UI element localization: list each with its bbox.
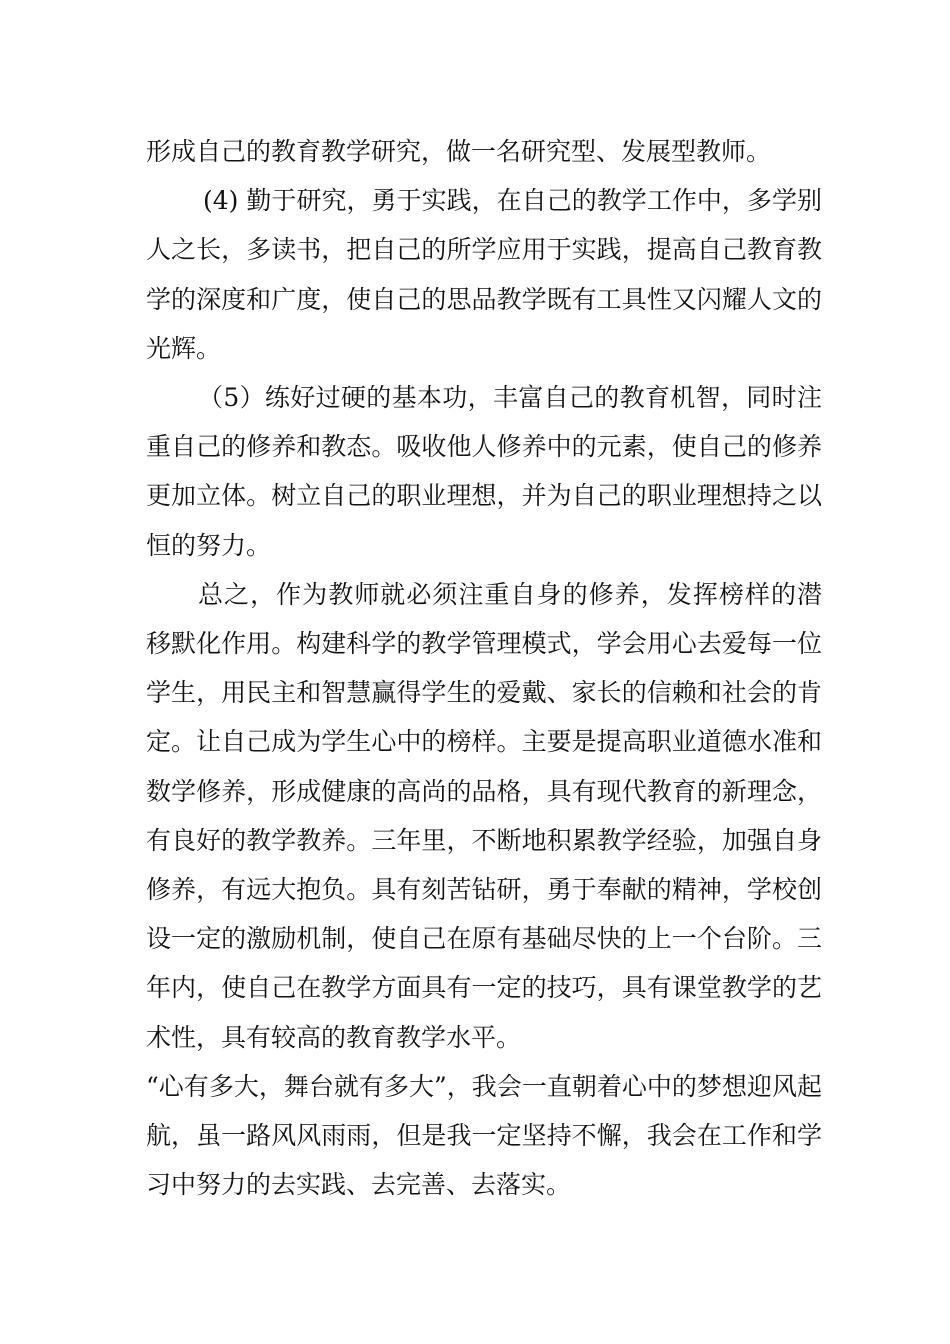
- document-body: [146, 127, 822, 1209]
- paragraph-closing: “心有多大，舞台就有多大”，我会一直朝着心中的梦想迎风起航，虽一路风风雨雨，但是我一定坚持不懈，我会在工作和学习中努力的去实践、去完善、去落实。: [146, 1071, 822, 1200]
- paragraph-continuation: 形成自己的教育教学研究，做一名研究型、发展型教师。: [146, 137, 772, 166]
- paragraph-item-5: （5）练好过硬的基本功，丰富自己的教育机智，同时注重自己的修养和教态。吸收他人修养中的元素，使自己的修养更加立体。树立自己的职业理想，并为自己的职业理想持之以恒的努力。: [146, 383, 822, 560]
- paragraph-item-4: (4) 勤于研究，勇于实践，在自己的教学工作中，多学别人之长，多读书，把自己的所学应用于实践，提高自己教育教学的深度和广度，使自己的思品教学既有工具性又闪耀人文的光辉。: [146, 186, 822, 363]
- paragraph-summary: 总之，作为教师就必须注重自身的修养，发挥榜样的潜移默化作用。构建科学的教学管理模式，学会用心去爱每一位学生，用民主和智慧赢得学生的爱戴、家长的信赖和社会的肯定。让自己成为学生心中的榜样。主要是提高职业道德水准和数学修养，形成健康的高尚的品格，具有现代教育的新理念，有良好的教学教养。三年里，不断地积累教学经验，加强自身修养，有远大抱负。具有刻苦钻研，勇于奉献的精神，学校创设一定的激励机制，使自己在原有基础尽快的上一个台阶。三年内，使自己在教学方面具有一定的技巧，具有课堂教学的艺术性，具有较高的教育教学水平。: [146, 579, 822, 1052]
